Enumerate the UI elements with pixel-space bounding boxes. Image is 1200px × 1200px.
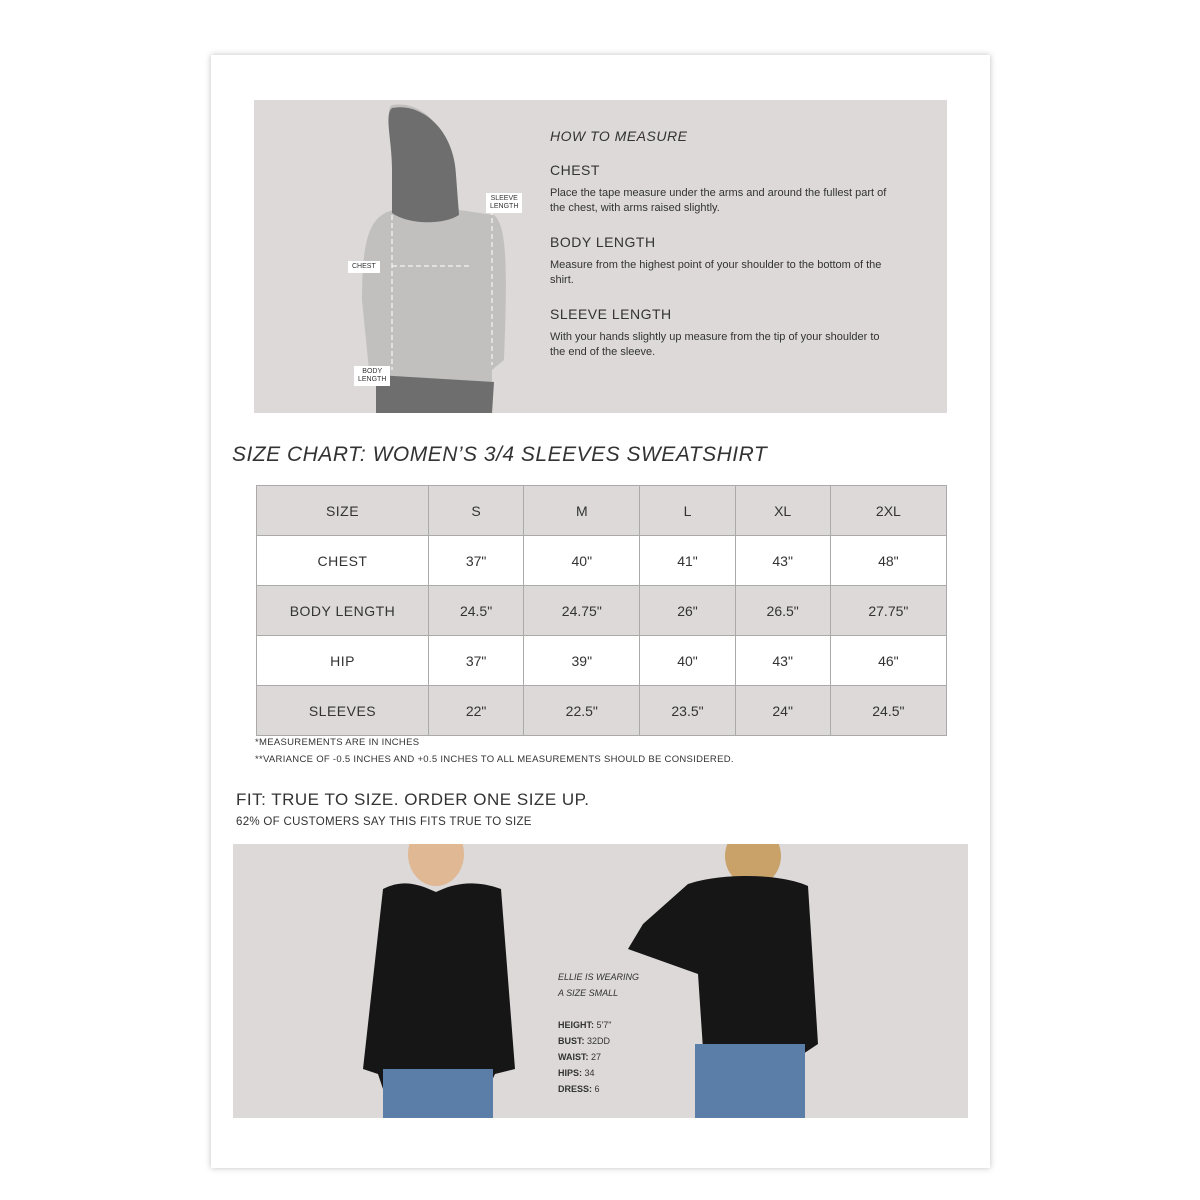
stat-value: 27 xyxy=(591,1052,602,1062)
cell: 24.5" xyxy=(429,586,524,636)
model-photos-panel xyxy=(233,844,968,1118)
cell: 48" xyxy=(830,536,946,586)
model-info xyxy=(558,969,639,1097)
cell: 24.5" xyxy=(830,686,946,736)
table-header-row xyxy=(257,486,947,536)
cell: 43" xyxy=(735,636,830,686)
fit-subtitle: 62% OF CUSTOMERS SAY THIS FITS TRUE TO SIZE xyxy=(236,816,532,828)
section-title: BODY LENGTH xyxy=(550,234,656,250)
section-text: Measure from the highest point of your shoulder to the bottom of the shirt. xyxy=(550,259,882,286)
stat-value: 6 xyxy=(594,1084,600,1094)
header-cell: L xyxy=(640,486,735,536)
tag-text: LENGTH xyxy=(358,376,387,383)
chest-tag: CHEST xyxy=(348,261,380,273)
sleeve-length-tag xyxy=(486,193,522,213)
section-title: SLEEVE LENGTH xyxy=(550,306,672,322)
cell: 26" xyxy=(640,586,735,636)
table-row xyxy=(257,636,947,686)
header-cell: XL xyxy=(735,486,830,536)
tag-text: BODY xyxy=(362,368,383,375)
fit-title: FIT: TRUE TO SIZE. ORDER ONE SIZE UP. xyxy=(236,790,590,809)
stat-label: DRESS: xyxy=(558,1084,593,1094)
row-label: HIP xyxy=(257,636,429,686)
cell: 22.5" xyxy=(524,686,640,736)
header-cell: M xyxy=(524,486,640,536)
tag-text: LENGTH xyxy=(490,203,519,210)
stat-value: 34 xyxy=(584,1068,595,1078)
body-length-tag xyxy=(354,366,390,386)
stat-label: HIPS: xyxy=(558,1068,583,1078)
cell: 40" xyxy=(524,536,640,586)
tag-text: SLEEVE xyxy=(490,195,518,202)
model-stat xyxy=(558,1081,639,1097)
cell: 26.5" xyxy=(735,586,830,636)
silhouette-illustration xyxy=(254,100,554,413)
note-inches: *MEASUREMENTS ARE IN INCHES xyxy=(255,737,420,748)
row-label: SLEEVES xyxy=(257,686,429,736)
cell: 37" xyxy=(429,636,524,686)
cell: 27.75" xyxy=(830,586,946,636)
cell: 24" xyxy=(735,686,830,736)
size-table xyxy=(256,485,947,736)
stat-label: WAIST: xyxy=(558,1052,589,1062)
cell: 23.5" xyxy=(640,686,735,736)
table-row xyxy=(257,586,947,636)
section-text: With your hands slightly up measure from the tip of your shoulder to the end of the sleeve. xyxy=(550,331,880,358)
model-line: A SIZE SMALL xyxy=(558,988,619,998)
cell: 37" xyxy=(429,536,524,586)
note-variance: **VARIANCE OF -0.5 INCHES AND +0.5 INCHES TO ALL MEASUREMENTS SHOULD BE CONSIDERED. xyxy=(255,754,734,765)
stat-value: 5'7" xyxy=(596,1020,612,1030)
header-cell: 2XL xyxy=(830,486,946,536)
cell: 39" xyxy=(524,636,640,686)
row-label: CHEST xyxy=(257,536,429,586)
how-to-measure-heading: HOW TO MEASURE xyxy=(550,128,688,144)
how-to-measure-panel xyxy=(254,100,947,413)
stat-label: BUST: xyxy=(558,1036,585,1046)
model-line: ELLIE IS WEARING xyxy=(558,972,640,982)
model-stat xyxy=(558,1017,639,1033)
cell: 24.75" xyxy=(524,586,640,636)
cell: 40" xyxy=(640,636,735,686)
row-label: BODY LENGTH xyxy=(257,586,429,636)
size-chart-title: SIZE CHART: WOMEN’S 3/4 SLEEVES SWEATSHIRT xyxy=(232,443,768,466)
model-stat xyxy=(558,1065,639,1081)
model-stat xyxy=(558,1049,639,1065)
header-cell: S xyxy=(429,486,524,536)
table-row xyxy=(257,536,947,586)
stat-label: HEIGHT: xyxy=(558,1020,594,1030)
table-row xyxy=(257,686,947,736)
section-title: CHEST xyxy=(550,162,600,178)
cell: 46" xyxy=(830,636,946,686)
header-cell: SIZE xyxy=(257,486,429,536)
model-stat xyxy=(558,1033,639,1049)
section-text: Place the tape measure under the arms and around the fullest part of the chest, with arms raised slightly. xyxy=(550,187,887,214)
cell: 22" xyxy=(429,686,524,736)
cell: 43" xyxy=(735,536,830,586)
cell: 41" xyxy=(640,536,735,586)
stat-value: 32DD xyxy=(587,1036,611,1046)
